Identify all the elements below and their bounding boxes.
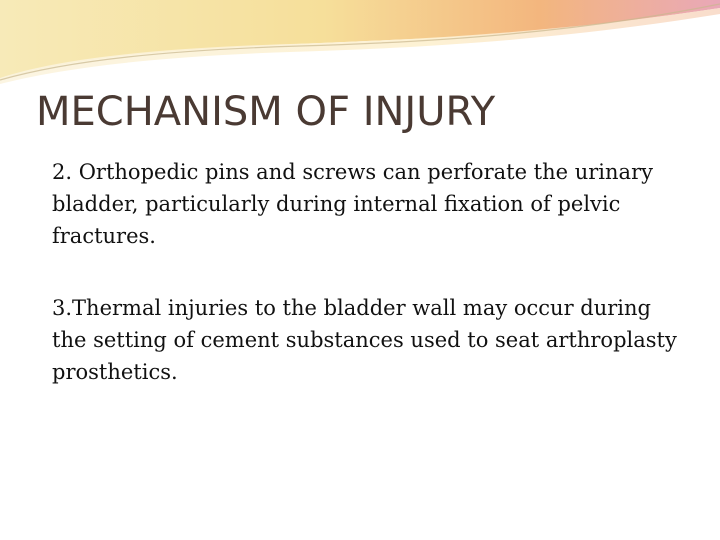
slide-title: MECHANISM OF INJURY <box>36 89 496 135</box>
decorative-wave-banner <box>0 0 720 90</box>
slide-body <box>52 156 692 388</box>
wave-band-main <box>0 0 720 80</box>
paragraph-thermal-injuries: 3.Thermal injuries to the bladder wall may occur during the setting of cement substances used to seat arthroplasty prosthetics. <box>52 296 677 384</box>
paragraph-orthopedic-pins: 2. Orthopedic pins and screws can perforate the urinary bladder, particularly during internal fixation of pelvic fractures. <box>52 160 653 248</box>
